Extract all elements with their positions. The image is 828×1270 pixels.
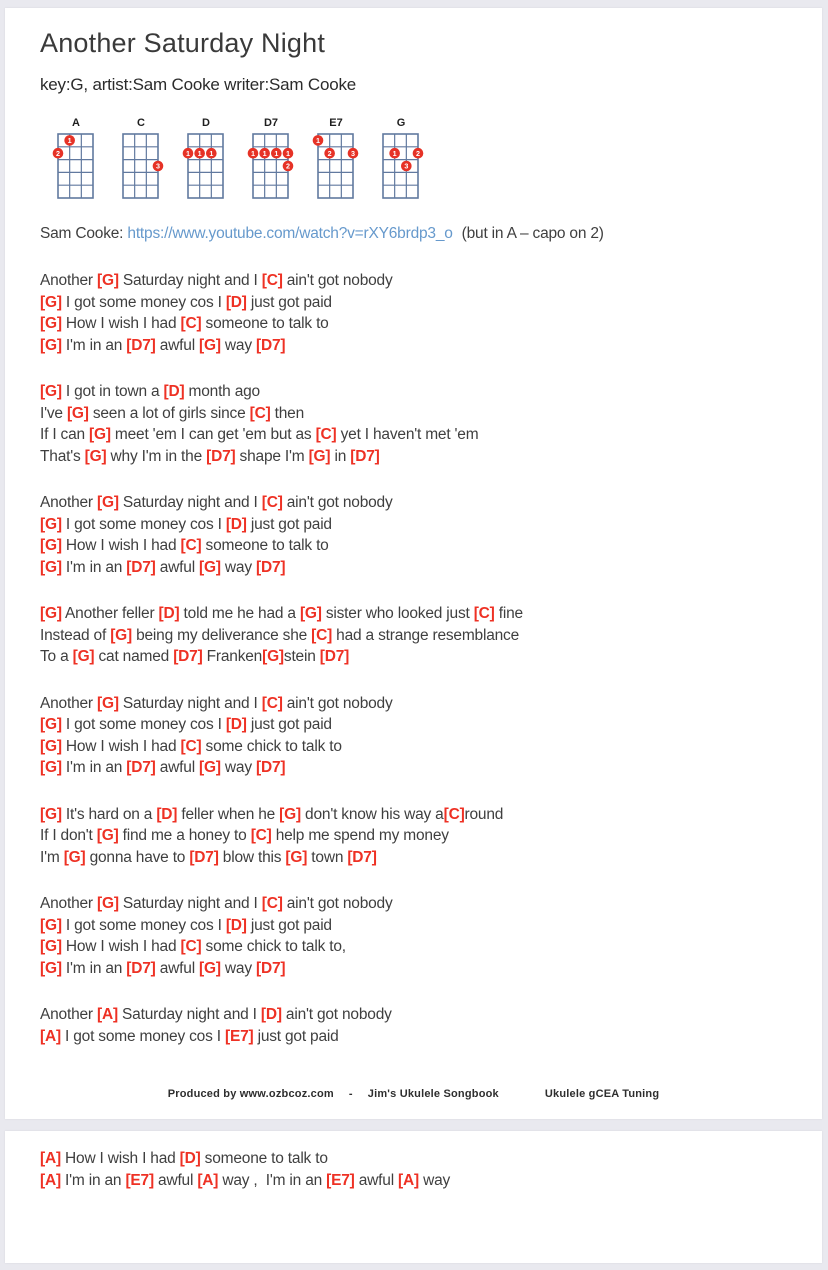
- lyric-text: blow this: [218, 848, 286, 866]
- chord-marker: [D]: [179, 1150, 201, 1167]
- lyric-text: why I'm in the: [106, 447, 207, 465]
- lyric-line: [40, 804, 794, 826]
- song-section: [40, 1148, 794, 1191]
- chord-marker: [A]: [197, 1171, 219, 1189]
- chord-marker: [G]: [299, 605, 322, 622]
- chord-marker: [G]: [199, 959, 221, 977]
- chord-marker: [C]: [311, 626, 333, 644]
- chord-marker: [C]: [315, 426, 337, 443]
- chord-marker: [C]: [180, 938, 202, 955]
- svg-text:1: 1: [316, 136, 320, 145]
- chord-marker: [D7]: [126, 759, 156, 776]
- lyric-text: sister who looked just: [321, 605, 474, 622]
- lyric-text: someone to talk to: [201, 537, 329, 554]
- lyric-text: month ago: [184, 383, 260, 400]
- chord-marker: [G]: [40, 759, 62, 776]
- chord-marker: [C]: [261, 895, 283, 912]
- chord-diagram-D7: [245, 116, 297, 207]
- lyric-line: [40, 292, 794, 314]
- lyric-text: awful: [155, 558, 200, 576]
- lyric-line: [40, 893, 794, 915]
- lyric-text: I got some money cos I: [61, 293, 226, 311]
- chord-marker: [D7]: [126, 558, 156, 576]
- lyric-text: just got paid: [246, 515, 332, 533]
- chord-marker: [G]: [84, 447, 107, 465]
- lyric-line: [40, 446, 794, 468]
- lyric-text: way: [220, 558, 257, 576]
- lyric-line: [40, 915, 794, 937]
- lyric-text: cat named: [94, 648, 174, 665]
- chord-marker: [G]: [40, 336, 62, 354]
- page-1: [5, 8, 822, 1119]
- chord-marker: [D7]: [256, 959, 286, 977]
- lyric-line: [40, 625, 794, 647]
- lyric-text: I'm: [40, 848, 64, 866]
- chord-marker: [G]: [97, 272, 119, 289]
- lyric-text: Another feller: [61, 605, 159, 622]
- chord-marker: [G]: [40, 537, 62, 554]
- lyric-text: stein: [283, 648, 320, 665]
- lyric-text: find me a honey to: [118, 827, 251, 844]
- lyric-text: help me spend my money: [271, 827, 449, 844]
- chord-diagram-E7: [310, 116, 362, 207]
- lyric-line: [40, 424, 794, 446]
- chord-marker: [C]: [473, 605, 495, 622]
- chord-marker: [G]: [40, 716, 62, 733]
- lyric-line: [40, 535, 794, 557]
- lyric-line: [40, 936, 794, 958]
- lyric-text: being my deliverance she: [131, 626, 312, 644]
- chord-diagram-G: [375, 116, 427, 207]
- chord-marker: [A]: [40, 1027, 61, 1045]
- lyric-text: ain't got nobody: [282, 895, 393, 912]
- song-meta: key:G, artist:Sam Cooke writer:Sam Cooke: [40, 75, 357, 94]
- lyric-text: How I wish I had: [61, 938, 181, 955]
- lyric-line: [40, 270, 794, 292]
- chord-marker: [A]: [97, 1006, 118, 1023]
- chord-marker: [C]: [261, 272, 283, 289]
- lyric-text: That's: [40, 447, 85, 465]
- svg-text:1: 1: [186, 148, 190, 158]
- chord-marker: [G]: [40, 737, 62, 755]
- song-section: [40, 270, 794, 356]
- lyric-text: Another: [40, 1006, 97, 1023]
- lyric-text: I'm in an: [61, 558, 127, 576]
- chord-marker: [E7]: [326, 1171, 355, 1189]
- song-title: Another Saturday Night: [40, 28, 326, 58]
- chord-marker: [C]: [180, 315, 202, 332]
- lyric-text: Another: [40, 694, 97, 712]
- svg-text:2: 2: [56, 148, 60, 158]
- song-page1: [40, 270, 794, 1047]
- lyric-text: town: [307, 848, 348, 866]
- svg-text:1: 1: [67, 136, 72, 145]
- lyric-text: awful: [153, 1171, 198, 1189]
- chord-marker: [D7]: [126, 959, 156, 977]
- lyric-line: [40, 603, 794, 625]
- chord-marker: [G]: [40, 605, 62, 622]
- chord-marker: [G]: [285, 848, 308, 866]
- lyric-text: meet 'em I can get 'em but as: [110, 426, 316, 443]
- chord-marker: [D]: [225, 515, 247, 533]
- lyric-line: [40, 693, 794, 715]
- svg-text:3: 3: [351, 148, 355, 158]
- chord-marker: [D7]: [319, 648, 350, 665]
- lyric-line: [40, 492, 794, 514]
- lyric-text: I got some money cos I: [61, 716, 226, 733]
- chord-marker: [G]: [63, 848, 86, 866]
- lyric-text: Saturday night and I: [118, 694, 262, 712]
- lyric-text: seen a lot of girls since: [88, 404, 250, 422]
- lyric-text: ain't got nobody: [281, 1006, 392, 1023]
- fretboard-grid: [180, 130, 232, 202]
- chord-marker: [G]: [199, 336, 221, 354]
- lyric-text: don't know his way a: [300, 805, 444, 823]
- lyric-text: way: [220, 336, 257, 354]
- song-section: [40, 804, 794, 869]
- lyric-text: way: [220, 959, 257, 977]
- lyric-text: I've: [40, 404, 67, 422]
- chord-marker: [G]: [97, 895, 119, 912]
- song-section: [40, 603, 794, 668]
- lyric-text: Franken: [202, 648, 263, 665]
- lyric-text: yet I haven't met 'em: [336, 426, 479, 443]
- reference-prefix: Sam Cooke:: [40, 225, 128, 242]
- chord-marker: [G]: [199, 558, 221, 576]
- chord-marker: [E7]: [224, 1027, 254, 1045]
- lyric-line: [40, 757, 794, 779]
- footer-tuning: Ukulele gCEA Tuning: [544, 1088, 660, 1100]
- fretboard-grid: [245, 130, 297, 202]
- lyric-text: I got some money cos I: [61, 916, 226, 934]
- lyric-text: just got paid: [246, 293, 332, 311]
- lyric-text: I'm in an: [61, 959, 127, 977]
- lyric-text: Another: [40, 272, 97, 289]
- lyric-text: Another: [40, 895, 97, 912]
- chord-marker: [G]: [279, 805, 301, 823]
- chord-marker: [G]: [89, 426, 111, 443]
- chord-marker: [A]: [398, 1171, 419, 1189]
- lyric-line: [40, 825, 794, 847]
- chord-marker: [G]: [97, 694, 119, 712]
- page-2: [5, 1131, 822, 1263]
- lyric-text: fine: [494, 605, 523, 622]
- lyric-text: How I wish I had: [61, 537, 181, 554]
- lyric-text: Saturday night and I: [118, 895, 262, 912]
- chord-marker: [G]: [40, 938, 62, 955]
- lyric-text: shape I'm: [235, 447, 309, 465]
- lyric-line: [40, 557, 794, 579]
- lyric-text: just got paid: [253, 1027, 339, 1045]
- svg-text:1: 1: [262, 148, 267, 158]
- footer-produced: Produced by www.ozbcoz.com: [167, 1088, 334, 1100]
- chord-marker: [D]: [225, 916, 247, 934]
- lyric-text: ain't got nobody: [282, 494, 393, 511]
- chord-marker: [A]: [40, 1150, 61, 1167]
- chord-marker: [G]: [40, 293, 62, 311]
- fretboard-grid: [50, 130, 102, 202]
- lyric-line: [40, 958, 794, 980]
- svg-text:1: 1: [209, 148, 214, 158]
- chord-diagram-C: [115, 116, 167, 207]
- chord-marker: [C]: [180, 537, 202, 554]
- svg-text:3: 3: [156, 161, 160, 171]
- chord-marker: [D7]: [256, 336, 286, 354]
- chord-marker: [D7]: [126, 336, 156, 354]
- chord-marker: [D7]: [206, 447, 236, 465]
- lyric-line: [40, 514, 794, 536]
- chord-marker: [D7]: [256, 558, 286, 576]
- lyric-text: some chick to talk to,: [201, 938, 346, 955]
- chord-marker: [D7]: [350, 447, 380, 465]
- lyric-text: I'm in an: [61, 336, 127, 354]
- chord-marker: [G]: [40, 515, 62, 533]
- lyric-text: just got paid: [246, 716, 332, 733]
- chord-marker: [C]: [443, 805, 465, 823]
- chord-marker: [G]: [199, 759, 221, 776]
- chord-marker: [G]: [40, 383, 62, 400]
- lyric-text: gonna have to: [85, 848, 190, 866]
- chord-marker: [G]: [40, 558, 62, 576]
- lyric-line: [40, 1148, 794, 1170]
- chord-label: E7: [329, 117, 343, 129]
- lyric-line: [40, 335, 794, 357]
- chord-label: D: [202, 117, 210, 129]
- lyric-text: awful: [155, 959, 200, 977]
- lyric-line: [40, 646, 794, 668]
- chord-marker: [D]: [225, 293, 247, 311]
- chord-diagrams: [50, 116, 794, 207]
- chord-marker: [D]: [225, 716, 247, 733]
- svg-text:2: 2: [286, 161, 290, 171]
- lyric-text: in: [330, 447, 351, 465]
- svg-text:1: 1: [197, 148, 202, 158]
- chord-marker: [G]: [110, 626, 132, 644]
- lyric-text: How I wish I had: [60, 1150, 180, 1167]
- lyric-text: awful: [155, 759, 200, 776]
- song-page2: [40, 1148, 794, 1191]
- svg-text:1: 1: [286, 148, 290, 158]
- chord-diagram-D: [180, 116, 232, 207]
- lyric-line: [40, 1170, 794, 1192]
- footer: [5, 1088, 822, 1100]
- lyric-text: awful: [354, 1171, 399, 1189]
- lyric-line: [40, 736, 794, 758]
- lyric-line: [40, 381, 794, 403]
- lyric-text: To a: [40, 648, 73, 665]
- chord-marker: [D7]: [347, 848, 377, 866]
- lyric-text: Instead of: [40, 626, 111, 644]
- lyric-text: I'm in an: [60, 1171, 126, 1189]
- chord-marker: [D]: [260, 1006, 282, 1023]
- chord-marker: [C]: [261, 494, 283, 511]
- lyric-text: just got paid: [246, 916, 332, 934]
- song-section: [40, 893, 794, 979]
- song-section: [40, 381, 794, 467]
- svg-text:1: 1: [251, 148, 255, 158]
- lyric-text: How I wish I had: [61, 315, 181, 332]
- lyric-text: someone to talk to: [201, 315, 329, 332]
- chord-diagram-A: [50, 116, 102, 207]
- svg-text:2: 2: [327, 148, 332, 158]
- chord-label: G: [396, 117, 406, 129]
- svg-text:1: 1: [392, 148, 397, 158]
- svg-text:2: 2: [416, 148, 420, 158]
- lyric-text: Saturday night and I: [117, 1006, 261, 1023]
- lyric-text: It's hard on a: [61, 805, 157, 823]
- youtube-link[interactable]: https://www.youtube.com/watch?v=rXY6brdp3_o: [127, 225, 453, 242]
- chord-marker: [G]: [72, 648, 95, 665]
- chord-marker: [C]: [180, 737, 202, 755]
- footer-separator: -: [348, 1088, 353, 1100]
- chord-marker: [D]: [156, 805, 178, 823]
- lyric-line: [40, 1004, 794, 1026]
- svg-text:3: 3: [404, 161, 409, 171]
- chord-marker: [D7]: [256, 759, 286, 776]
- lyric-text: way: [220, 759, 257, 776]
- song-section: [40, 1004, 794, 1047]
- lyric-text: ain't got nobody: [282, 272, 393, 289]
- lyric-text: I got some money cos I: [60, 1027, 225, 1045]
- lyric-text: I'm in an: [61, 759, 127, 776]
- capo-note: (but in A – capo on 2): [461, 225, 604, 242]
- song-section: [40, 693, 794, 779]
- chord-marker: [E7]: [125, 1171, 154, 1189]
- lyric-text: some chick to talk to: [201, 737, 342, 755]
- lyric-text: Another: [40, 494, 97, 511]
- chord-marker: [D]: [158, 605, 180, 622]
- chord-marker: [C]: [250, 827, 272, 844]
- song-section: [40, 492, 794, 578]
- chord-label: D7: [263, 117, 279, 129]
- lyric-text: someone to talk to: [200, 1150, 328, 1167]
- chord-marker: [G]: [40, 805, 62, 823]
- chord-marker: [G]: [96, 827, 119, 844]
- fretboard-grid: [310, 130, 362, 202]
- lyric-text: awful: [155, 336, 200, 354]
- lyric-text: Saturday night and I: [118, 272, 262, 289]
- lyric-text: If I don't: [40, 827, 97, 844]
- chord-marker: [G]: [40, 315, 62, 332]
- chord-marker: [G]: [262, 648, 284, 665]
- lyric-line: [40, 714, 794, 736]
- lyric-text: then: [270, 404, 305, 422]
- lyric-text: round: [464, 805, 504, 823]
- lyric-line: [40, 403, 794, 425]
- lyric-line: [40, 1026, 794, 1048]
- lyric-text: ain't got nobody: [282, 694, 393, 712]
- lyric-text: If I can: [40, 426, 90, 443]
- footer-songbook: Jim's Ukulele Songbook: [367, 1088, 499, 1100]
- chord-marker: [A]: [40, 1171, 61, 1189]
- lyric-text: feller when he: [177, 805, 280, 823]
- chord-marker: [D7]: [173, 648, 203, 665]
- chord-marker: [D7]: [189, 848, 219, 866]
- lyric-line: [40, 847, 794, 869]
- chord-marker: [C]: [249, 404, 271, 422]
- chord-marker: [G]: [308, 447, 331, 465]
- chord-label: C: [137, 117, 145, 129]
- chord-label: A: [72, 117, 80, 129]
- lyric-line: [40, 313, 794, 335]
- chord-marker: [G]: [40, 916, 62, 934]
- lyric-text: told me he had a: [179, 605, 300, 622]
- chord-marker: [D]: [163, 383, 185, 400]
- reference-line: [40, 223, 794, 244]
- svg-text:1: 1: [274, 148, 279, 158]
- lyric-text: had a strange resemblance: [332, 626, 520, 644]
- chord-marker: [C]: [261, 694, 283, 712]
- chord-marker: [G]: [97, 494, 119, 511]
- chord-marker: [G]: [40, 959, 62, 977]
- lyric-text: way: [418, 1171, 451, 1189]
- fretboard-grid: [375, 130, 427, 202]
- lyric-text: How I wish I had: [61, 737, 181, 755]
- lyric-text: I got in town a: [61, 383, 164, 400]
- lyric-text: way , I'm in an: [218, 1171, 327, 1189]
- chord-marker: [G]: [66, 404, 89, 422]
- lyric-text: I got some money cos I: [61, 515, 226, 533]
- lyric-text: Saturday night and I: [118, 494, 262, 511]
- fretboard-grid: [115, 130, 167, 202]
